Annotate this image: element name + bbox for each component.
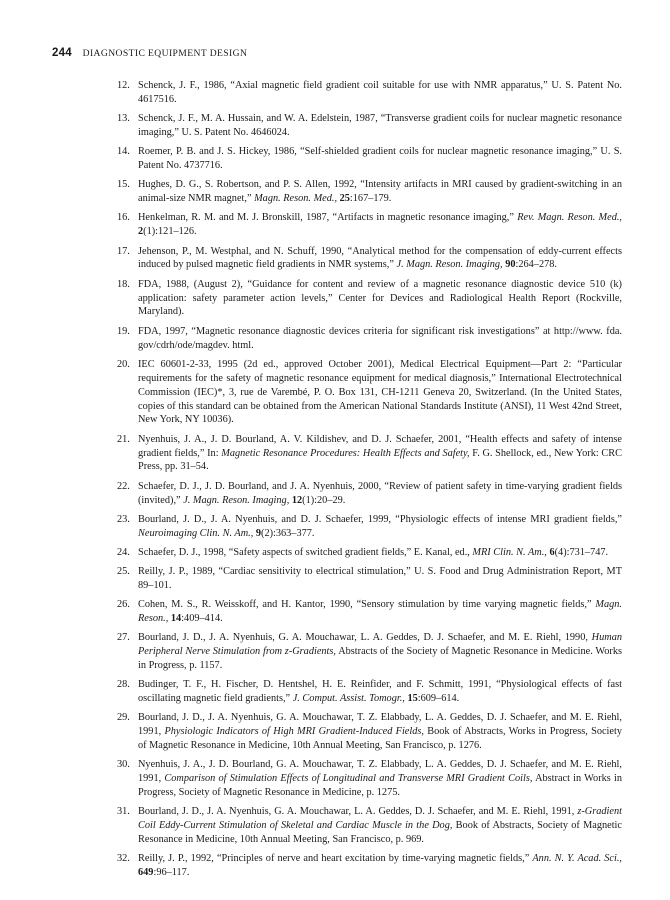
reference-source-title: J. Magn. Reson. Imaging, [183, 494, 290, 506]
reference-item [117, 758, 622, 800]
reference-volume: 6 [549, 546, 555, 558]
reference-text-segment: Bourland, J. D., J. A. Nyenhuis, G. A. Mouchawar, T. Z. Elabbady, L. A. Geddes, D. J. Schaefer, and M. E. Riehl, 1991, [138, 712, 622, 738]
reference-text [138, 326, 622, 351]
reference-text-segment: FDA, 1997, “Magnetic resonance diagnostic devices criteria for significant risk investigations” at http://www. fda. gov/cdrh/ode/magdev. html. [138, 325, 622, 351]
reference-number: 16. [117, 212, 130, 224]
reference-volume: 2 [138, 226, 144, 238]
reference-text-segment: Schaefer, D. J., 1998, “Safety aspects of switched gradient fields,” E. Kanal, ed., [138, 546, 473, 558]
reference-number: 28. [117, 679, 130, 691]
reference-text-segment: Schenck, J. F., M. A. Hussain, and W. A. Edelstein, 1987, “Transverse gradient coils for nuclear magnetic resonance imaging,” U. S. Patent No. 4646024. [138, 113, 622, 139]
reference-item [117, 565, 622, 593]
reference-number: 19. [117, 325, 130, 337]
reference-text-segment: IEC 60601-2-33, 1995 (2d ed., approved October 2001), Medical Electrical Equipment—Part 2: “Particular requirements for the safety of magnetic resonance equipment for medical diagnosis,” International Electrotechnical Commission (IEC)*, 3, rue de Varembé, P. O. Box 131, CH-1211 Geneva 20, Switzerland. (In the United States, copies of this standard can be obtained from the American National Standards Institute (ANSI), 11 West 42nd Street, New York, NY 10036). [138, 358, 622, 426]
reference-text [138, 514, 622, 539]
reference-text [138, 279, 622, 318]
reference-list [117, 79, 622, 886]
reference-text [138, 481, 622, 506]
reference-text-segment: :167–179. [349, 193, 392, 205]
reference-number: 22. [117, 480, 130, 492]
reference-number: 13. [117, 113, 130, 125]
reference-text [138, 80, 622, 105]
reference-text-segment: :409–414. [181, 613, 223, 625]
reference-text [138, 547, 608, 558]
reference-item [117, 678, 622, 706]
reference-text [138, 359, 622, 426]
reference-text [138, 806, 622, 845]
reference-text-segment: Bourland, J. D., J. A. Nyenhuis, G. A. Mouchawar, L. A. Geddes, D. J. Schaefer, and M. E. Riehl, 1991, [138, 806, 578, 818]
reference-text [138, 179, 622, 204]
reference-text-segment: Book of Abstracts, Works in Progress, Society of Magnetic Resonance in Medicine, 10th Annual Meeting, San Francisco, p. 1276. [138, 726, 622, 752]
reference-item [117, 145, 622, 173]
running-title: DIAGNOSTIC EQUIPMENT DESIGN [82, 48, 248, 59]
reference-item [117, 546, 622, 560]
reference-text [138, 853, 622, 878]
page-header [52, 47, 247, 59]
reference-volume: 649 [138, 867, 154, 879]
page-number: 244 [52, 47, 72, 59]
reference-text-segment: Nyenhuis, J. A., J. D. Bourland, G. A. Mouchawar, T. Z. Elabbady, L. A. Geddes, D. J. Schaefer, and M. E. Riehl, 1991, [138, 759, 622, 785]
reference-text-segment: Bourland, J. D., J. A. Nyenhuis, and D. J. Schaefer, 1999, “Physiologic effects of intense MRI gradient fields,” [138, 513, 622, 525]
reference-text-segment: (1):121–126. [143, 226, 197, 238]
reference-volume: 25 [339, 193, 350, 205]
reference-item [117, 112, 622, 140]
reference-text-segment: :96–117. [153, 867, 190, 879]
reference-source-title: Neuroimaging Clin. N. Am., [138, 527, 254, 539]
reference-item [117, 711, 622, 753]
reference-text-segment: Hughes, D. G., S. Robertson, and P. S. Allen, 1992, “Intensity artifacts in MRI caused by gradient-switching in an animal-size NMR magnet,” [138, 179, 622, 205]
reference-source-title: Magn. Reson. Med., [254, 193, 338, 205]
reference-item [117, 805, 622, 847]
reference-volume: 15 [407, 693, 418, 705]
reference-text [138, 566, 622, 591]
reference-item [117, 245, 622, 273]
reference-source-title: Ann. N. Y. Acad. Sci., [532, 853, 623, 865]
reference-number: 25. [117, 566, 130, 578]
reference-item [117, 178, 622, 206]
reference-number: 20. [117, 358, 130, 370]
reference-item [117, 278, 622, 320]
reference-text-segment: :609–614. [417, 693, 460, 705]
reference-text-segment: Nyenhuis, J. A., J. D. Bourland, A. V. Kildishev, and D. J. Schaefer, 2001, “Health effects and safety of intense gradient fields,” In: [138, 433, 622, 459]
reference-text-segment: Schenck, J. F., 1986, “Axial magnetic field gradient coil suitable for use with NMR apparatus,” U. S. Patent No. 4617516. [138, 80, 622, 105]
reference-item [117, 480, 622, 508]
reference-text-segment: Bourland, J. D., J. A. Nyenhuis, G. A. Mouchawar, L. A. Geddes, D. J. Schaefer, and M. E. Riehl, 1990, [138, 632, 592, 644]
reference-source-title: Comparison of Stimulation Effects of Longitudinal and Transverse MRI Gradient Coils, [164, 773, 533, 785]
reference-number: 17. [117, 245, 130, 257]
reference-text [138, 146, 622, 171]
reference-item [117, 211, 622, 239]
reference-volume: 9 [255, 527, 262, 539]
reference-text-segment: F. G. Shellock, ed., New York: CRC Press, pp. 31–54. [138, 447, 623, 473]
reference-source-title: J. Comput. Assist. Tomogr., [292, 693, 405, 705]
reference-text-segment: (4):731–747. [554, 546, 609, 558]
reference-number: 15. [117, 179, 130, 191]
reference-number: 14. [117, 146, 130, 158]
reference-text [138, 712, 622, 751]
reference-source-title: z-Gradient Coil Eddy-Current Stimulation of Skeletal and Cardiac Muscle in the Dog, [138, 806, 622, 832]
reference-volume: 90 [505, 259, 516, 271]
reference-number: 31. [117, 806, 130, 818]
reference-text-segment: Cohen, M. S., R. Weisskoff, and H. Kantor, 1990, “Sensory stimulation by time varying magnetic fields,” [138, 599, 596, 611]
reference-number: 24. [117, 546, 130, 558]
reference-text [138, 113, 622, 138]
reference-source-title: Physiologic Indicators of High MRI Gradient-Induced Fields, [164, 726, 424, 738]
reference-text [138, 212, 622, 237]
reference-source-title: Magn. Reson., [138, 599, 622, 625]
reference-volume: 14 [170, 613, 182, 625]
reference-number: 30. [117, 759, 130, 771]
reference-number: 32. [117, 853, 130, 865]
reference-source-title: MRI Clin. N. Am., [472, 546, 547, 558]
reference-item [117, 325, 622, 353]
reference-number: 27. [117, 632, 130, 644]
reference-text [138, 679, 622, 704]
reference-item [117, 79, 622, 107]
reference-item [117, 433, 622, 475]
reference-number: 26. [117, 599, 130, 611]
reference-text [138, 759, 622, 798]
reference-text-segment: (1):20–29. [302, 494, 346, 506]
reference-number: 12. [117, 80, 130, 91]
reference-text [138, 599, 622, 624]
reference-volume: 12 [291, 494, 303, 506]
reference-item [117, 513, 622, 541]
reference-text-segment: Abstract in Works in Progress, Society of Magnetic Resonance in Medicine, p. 1275. [138, 773, 622, 799]
reference-text [138, 632, 622, 671]
reference-text-segment: Roemer, P. B. and J. S. Hickey, 1986, “Self-shielded gradient coils for nuclear magnetic resonance imaging,” U. S. Patent No. 4737716. [138, 146, 622, 172]
reference-text-segment: Book of Abstracts, Society of Magnetic Resonance in Medicine, 10th Annual Meeting, San Francisco, p. 969. [138, 820, 622, 846]
reference-number: 29. [117, 712, 130, 724]
reference-text-segment: Budinger, T. F., H. Fischer, D. Hentshel, H. E. Reinfider, and F. Schmitt, 1991, “Physiological effects of fast oscillating magnetic field gradients,” [138, 679, 622, 705]
reference-item [117, 358, 622, 428]
reference-number: 18. [117, 278, 130, 290]
reference-source-title: J. Magn. Reson. Imaging, [396, 259, 503, 271]
reference-text [138, 434, 622, 473]
reference-text-segment: :264–278. [515, 259, 557, 271]
reference-number: 23. [117, 513, 130, 525]
reference-text [138, 246, 622, 271]
reference-source-title: Rev. Magn. Reson. Med., [517, 212, 622, 224]
reference-source-title: Human Peripheral Nerve Stimulation from z-Gradients, [138, 632, 622, 658]
reference-text-segment: Reilly, J. P., 1989, “Cardiac sensitivity to electrical stimulation,” U. S. Food and Drug Administration Report, MT 89–101. [138, 566, 622, 591]
reference-text-segment: Jehenson, P., M. Westphal, and N. Schuff, 1990, “Analytical method for the compensation of eddy-current effects induced by pulsed magnetic field gradients in NMR systems,” [138, 245, 622, 271]
reference-text-segment: Henkelman, R. M. and M. J. Bronskill, 1987, “Artifacts in magnetic resonance imaging,” [138, 212, 518, 224]
reference-text-segment: Abstracts of the Society of Magnetic Resonance in Medicine. Works in Progress, p. 1157. [138, 646, 622, 672]
reference-text-segment: Schaefer, D. J., J. D. Bourland, and J. A. Nyenhuis, 2000, “Review of patient safety in time-varying gradient fields (invited),” [138, 480, 622, 506]
reference-source-title: Magnetic Resonance Procedures: Health Effects and Safety, [221, 447, 470, 459]
reference-text-segment: Reilly, J. P., 1992, “Principles of nerve and heart excitation by time-varying magnetic fields,” [138, 853, 533, 865]
reference-text-segment: (2):363–377. [261, 527, 315, 539]
reference-number: 21. [117, 433, 130, 445]
reference-item [117, 852, 622, 880]
reference-item [117, 598, 622, 626]
reference-text-segment: FDA, 1988, (August 2), “Guidance for content and review of a magnetic resonance diagnostic device 510 (k) application: safety parameter action levels,” Center for Devices and Radiological Health Report (Rockville, Maryland). [138, 278, 622, 318]
reference-item [117, 631, 622, 673]
